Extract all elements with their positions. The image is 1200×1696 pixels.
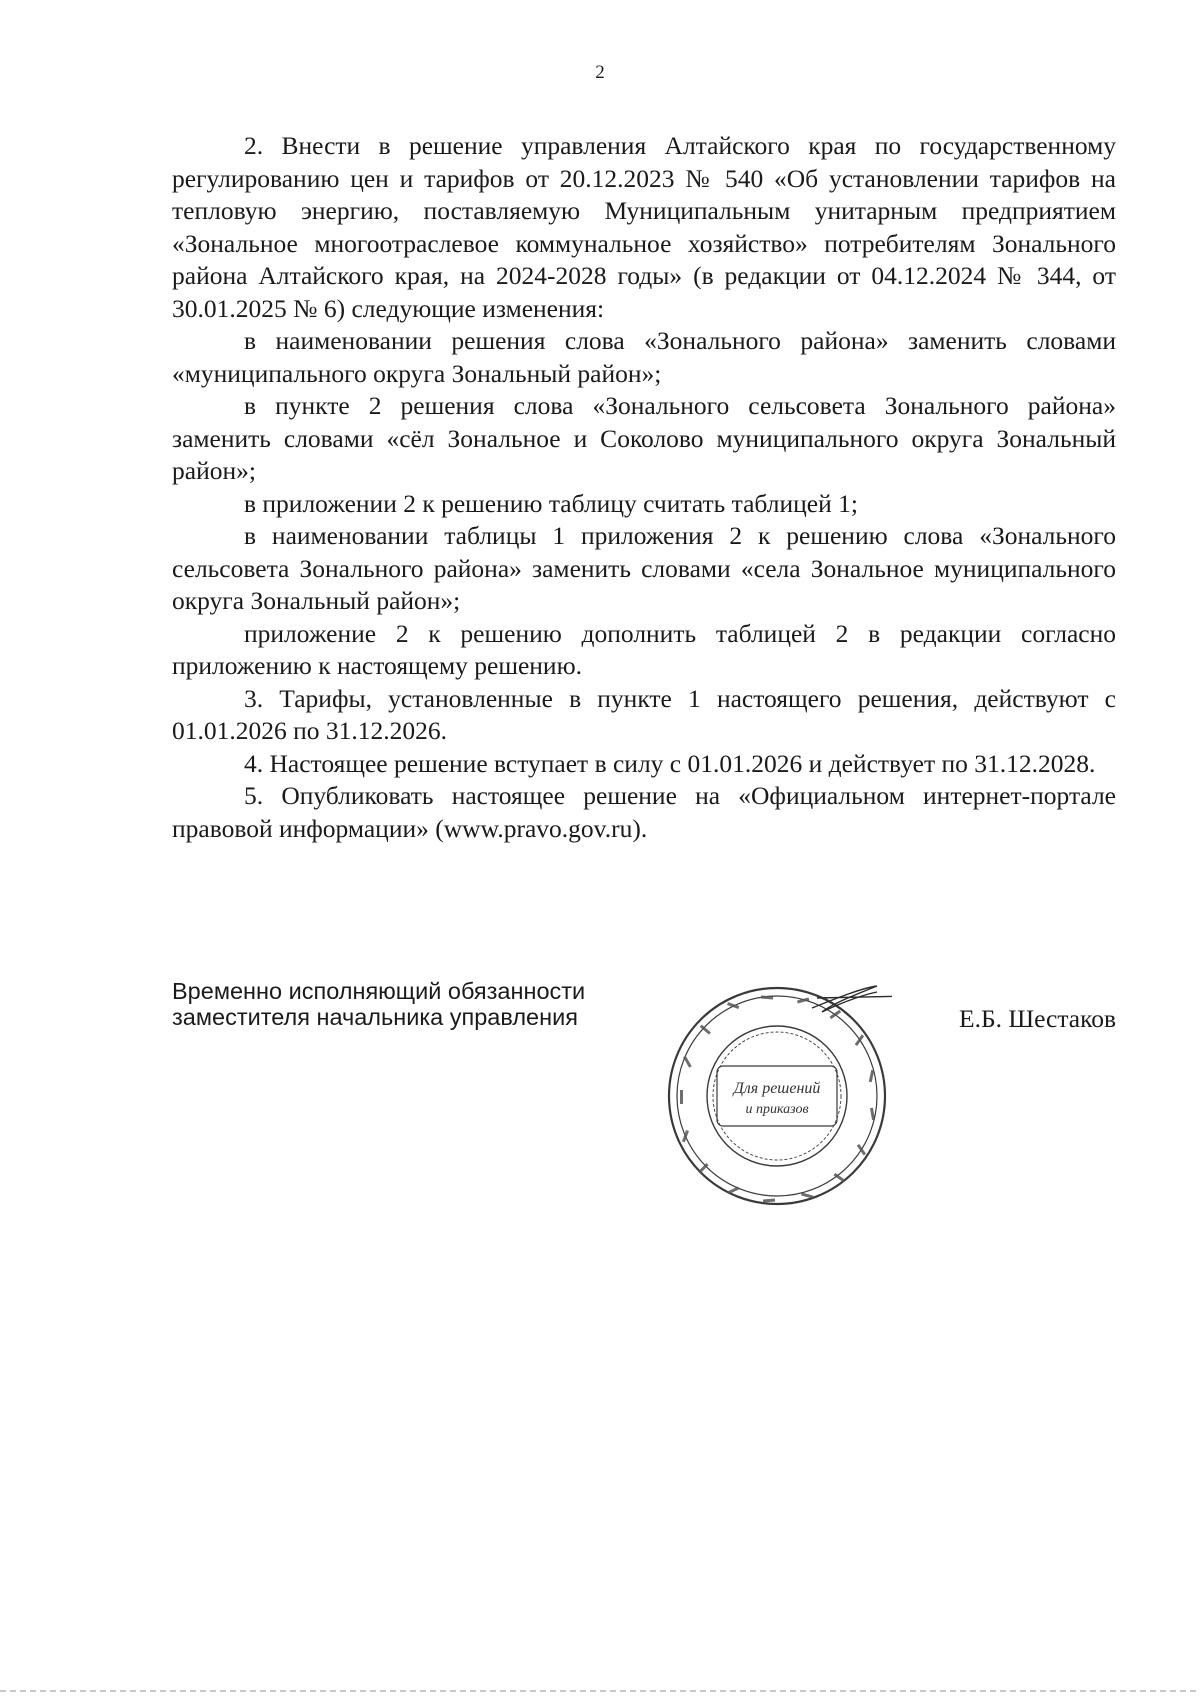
paragraph-item-2: 2. Внести в решение управления Алтайского края по государственному регулированию цен и тарифов от 20.12.2023 № 540 «Об установлении тарифов на тепловую энергию, поставляемую Муниципальным унитарным предприятием «Зональное многоотраслевое коммунальное хозяйство» потребителям Зонального района Алтайского края, на 2024-2028 годы» (в редакции от 04.12.2024 № 344, от 30.01.2025 № 6) следующие изменения:	[172, 131, 1116, 323]
paragraph-rename-title: в наименовании решения слова «Зонального района» заменить словами «муниципального округа Зональный район»;	[172, 326, 1116, 388]
signature-block	[172, 978, 1116, 1208]
scan-artifact-line	[0, 1690, 1200, 1692]
paragraph-table-title: в наименовании таблицы 1 приложения 2 к решению слова «Зонального сельсовета Зонального района» заменить словами «села Зональное муниципального округа Зональный район»;	[172, 521, 1116, 615]
official-stamp	[662, 978, 892, 1208]
stamp-text-line1: Для решений	[733, 1080, 821, 1097]
paragraph-point-2: в пункте 2 решения слова «Зонального сельсовета Зонального района» заменить словами «сёл Зональное и Соколово муниципального округа Зональный район»;	[172, 391, 1116, 485]
paragraph-item-3: 3. Тарифы, установленные в пункте 1 настоящего решения, действуют с 01.01.2026 по 31.12.2026.	[172, 683, 1116, 745]
signer-title-line1: Временно исполняющий обязанности	[172, 978, 586, 1004]
paragraph-table-1: в приложении 2 к решению таблицу считать таблицей 1;	[244, 488, 858, 518]
paragraph-item-5: 5. Опубликовать настоящее решение на «Официальном интернет-портале правовой информации» (www.pravo.gov.ru).	[172, 781, 1116, 843]
signer-title	[172, 978, 585, 1030]
stamp-text-line2: и приказов	[745, 1102, 809, 1117]
document-body	[172, 130, 1116, 845]
paragraph-item-4: 4. Настоящее решение вступает в силу с 01.01.2026 и действует по 31.12.2028.	[244, 748, 1096, 778]
page-number: 2	[595, 62, 605, 83]
signer-title-line2: заместителя начальника управления	[172, 1004, 578, 1030]
paragraph-table-2: приложение 2 к решению дополнить таблицей 2 в редакции согласно приложению к настоящему решению.	[172, 618, 1116, 680]
signer-name: Е.Б. Шестаков	[959, 1004, 1116, 1033]
